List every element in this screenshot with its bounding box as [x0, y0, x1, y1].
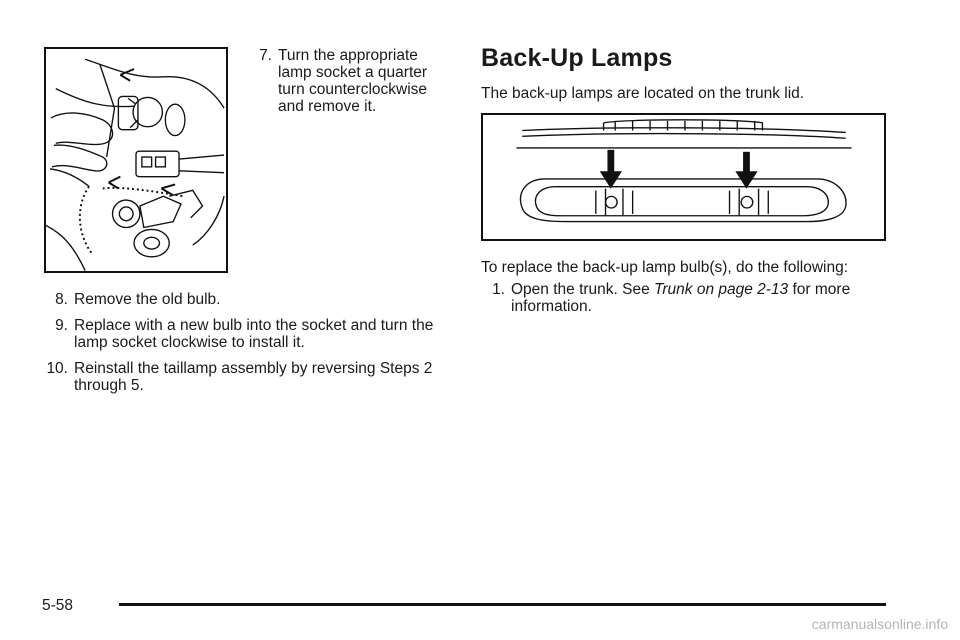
intro-text: The back-up lamps are located on the trunk lid.	[481, 85, 805, 102]
step-10	[44, 360, 444, 394]
step-text	[511, 281, 887, 315]
step-text: Remove the old bulb.	[74, 291, 221, 308]
section-heading: Back-Up Lamps	[481, 44, 673, 72]
page-number: 5-58	[42, 597, 74, 614]
step-number: 10.	[46, 360, 68, 377]
step-7	[248, 47, 448, 115]
step-number: 9.	[55, 317, 68, 334]
back-up-lamps-illustration	[481, 113, 886, 241]
step-number: 1.	[492, 281, 505, 298]
footer-rule	[119, 603, 886, 606]
trunk-reference-link[interactable]: Trunk on page 2-13	[654, 281, 789, 298]
step-1	[487, 281, 887, 315]
step-text-after: for more information.	[511, 281, 851, 315]
watermark: carmanualsonline.info	[811, 616, 948, 632]
replace-instruction: To replace the back-up lamp bulb(s), do the following:	[481, 259, 849, 276]
step-text: Turn the appropriate lamp socket a quarter turn counterclockwise and remove it.	[278, 47, 428, 115]
step-9	[44, 317, 444, 351]
step-8	[44, 291, 444, 308]
step-text-before: Open the trunk. See	[511, 281, 655, 298]
taillamp-socket-illustration	[44, 47, 228, 273]
step-number: 7.	[259, 47, 272, 64]
step-text: Reinstall the taillamp assembly by reversing Steps 2 through 5.	[74, 360, 433, 394]
step-text: Replace with a new bulb into the socket and turn the lamp socket clockwise to install it.	[74, 317, 434, 351]
step-number: 8.	[55, 291, 68, 308]
